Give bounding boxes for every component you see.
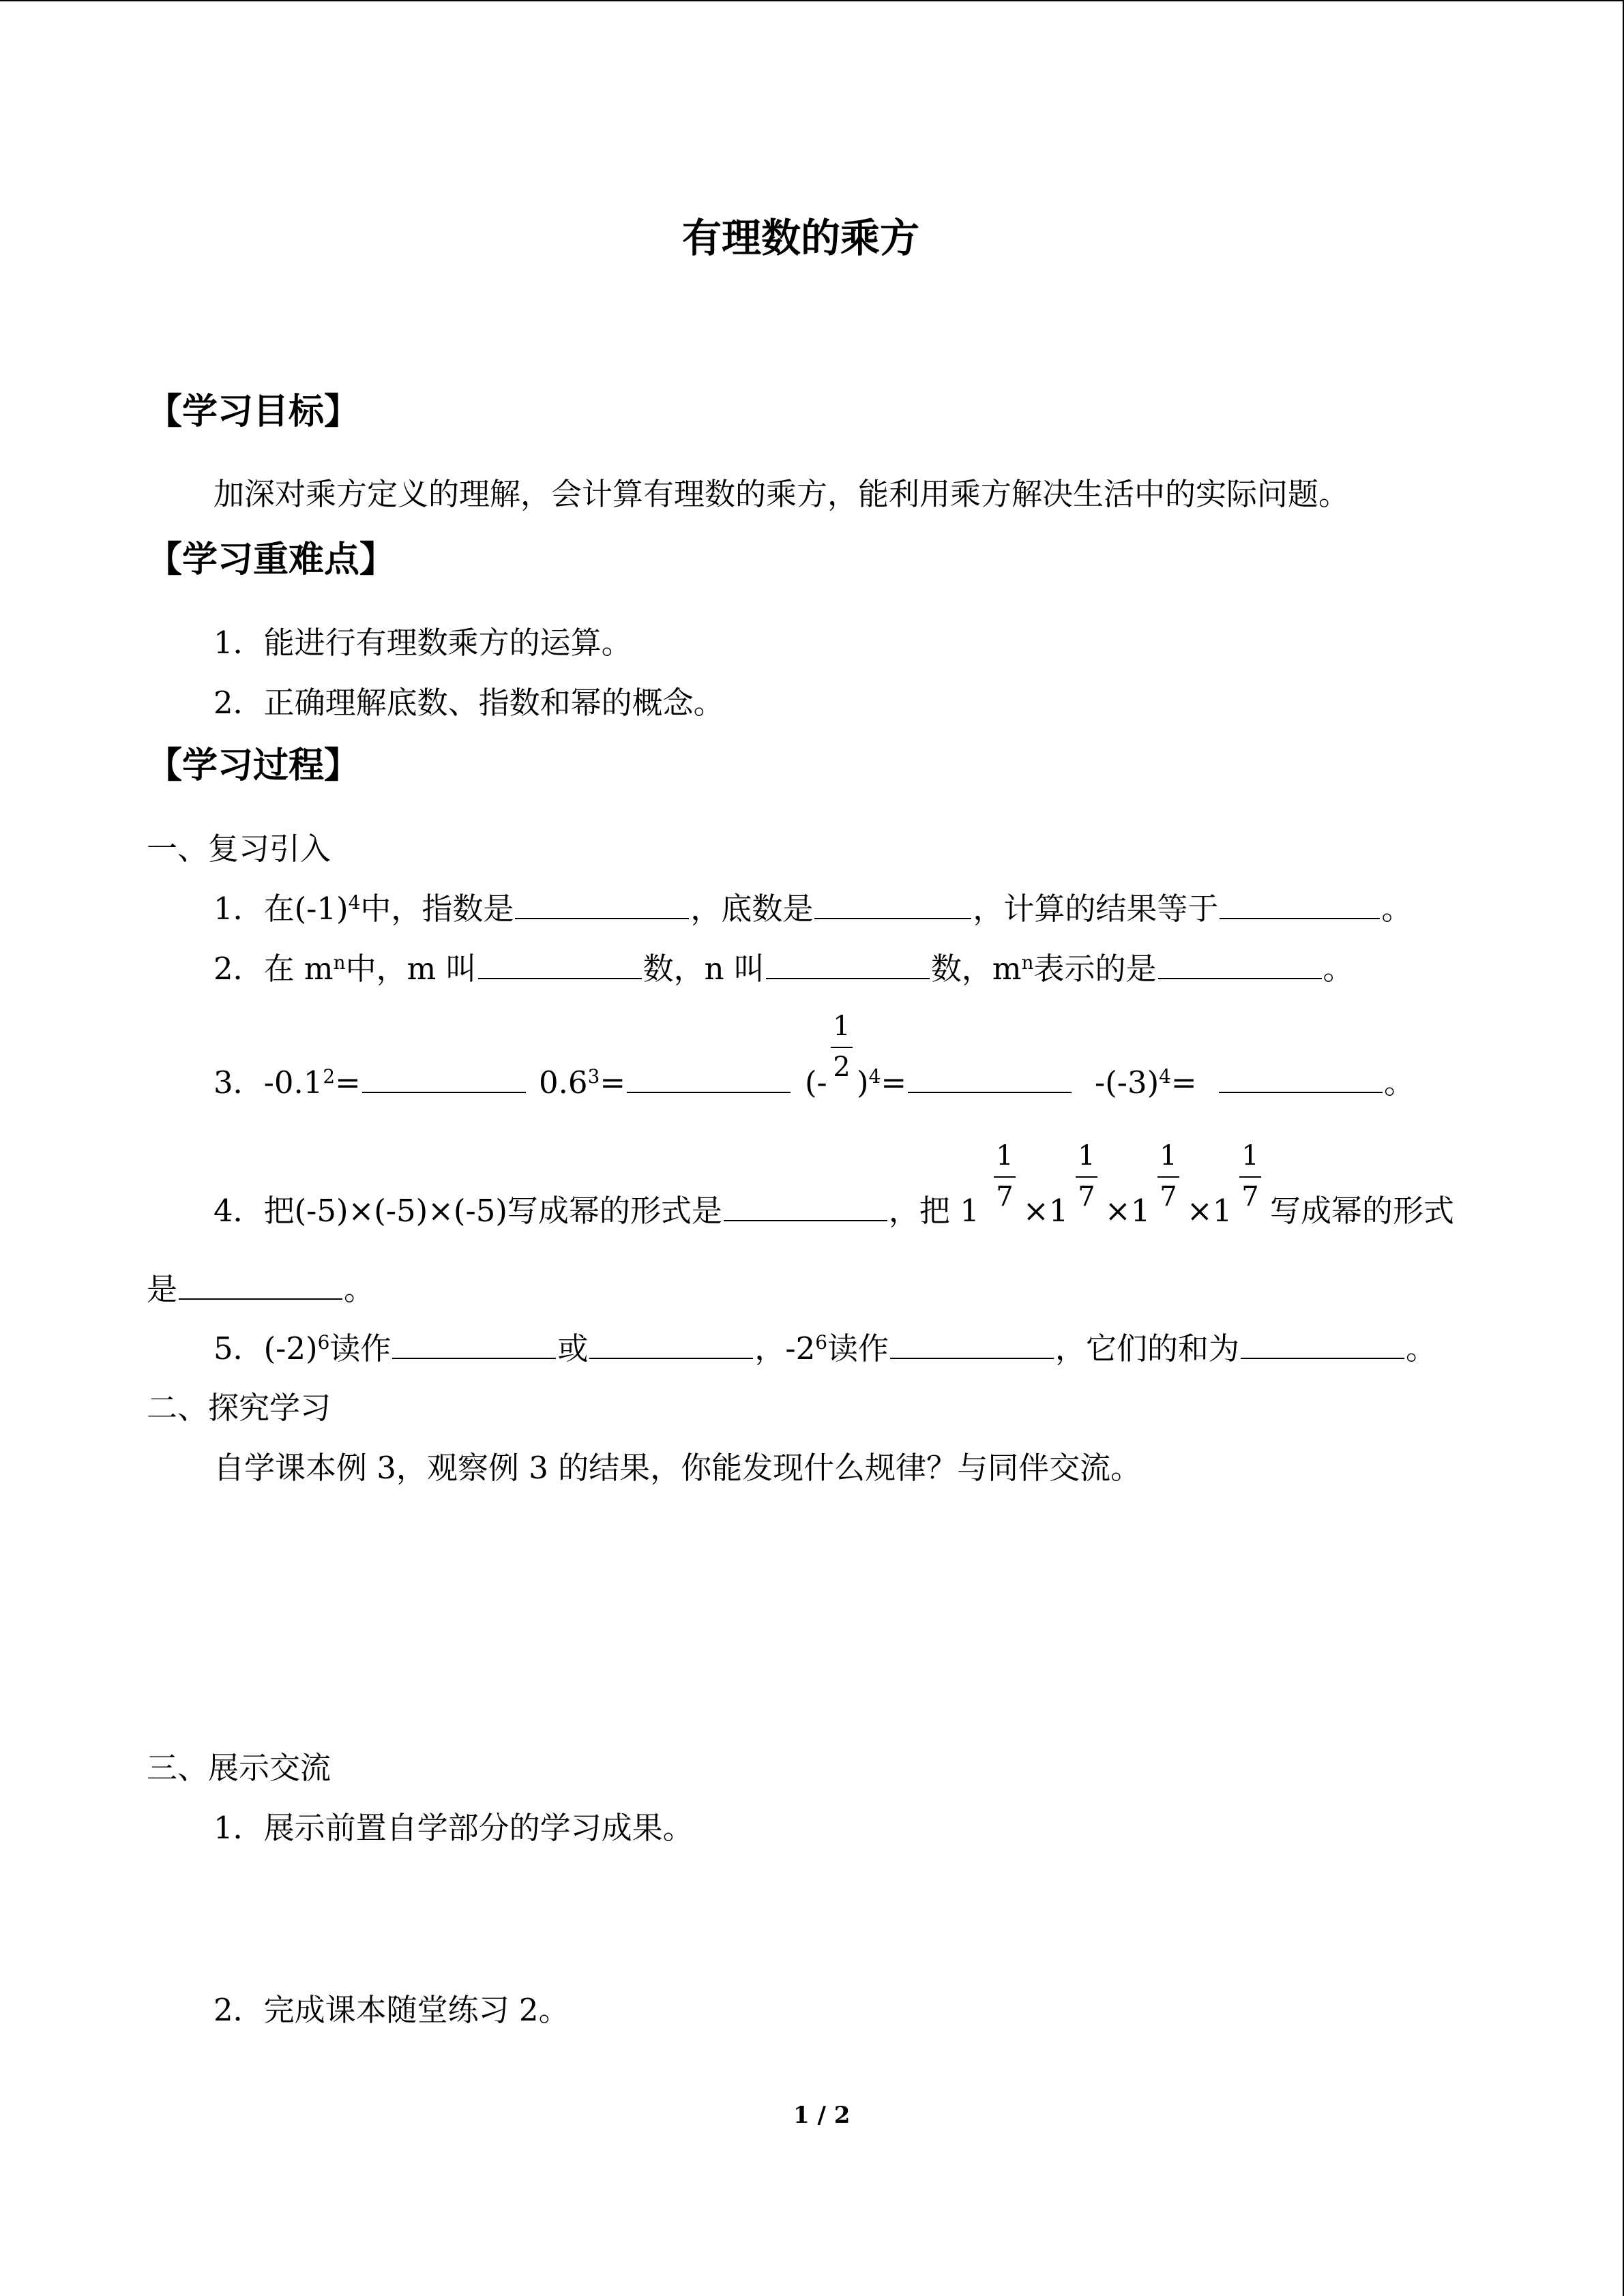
question-4-continued (147, 1271, 375, 1307)
q4-text-e: 。 (344, 1271, 375, 1307)
q3-exponent-2: 3 (587, 1064, 600, 1088)
section-objectives-heading: 【学习目标】 (147, 391, 360, 432)
q5-text-f: ，它们的和为 (1054, 1330, 1239, 1367)
q5-text-e: 读作 (827, 1330, 889, 1367)
q4-fraction-1-numerator: 1 (996, 1140, 1014, 1172)
part3-heading: 三、展示交流 (147, 1750, 331, 1786)
q2-text-e: 表示的是 (1033, 951, 1157, 987)
question-1 (213, 891, 1413, 927)
q1-text-e: 。 (1381, 891, 1413, 927)
q4-fraction-2-numerator: 1 (1078, 1140, 1095, 1172)
q4-fraction-4-numerator: 1 (1241, 1140, 1259, 1172)
q5-text-b: 读作 (329, 1330, 392, 1367)
q3-text-c: 0.6 (539, 1064, 588, 1101)
q3-text-f: ) (857, 1064, 869, 1101)
q2-text-c: 数，n 叫 (643, 951, 765, 987)
q4-fraction-1-denominator: 7 (996, 1181, 1014, 1212)
q3-text-a: 3．-0.1 (213, 1064, 323, 1101)
q2-exponent-2: n (1021, 951, 1034, 974)
q2-text-f: 。 (1323, 951, 1354, 987)
question-3-part-c-close (857, 1064, 1073, 1101)
q3-text-b: = (335, 1064, 361, 1101)
q3-blank-4[interactable] (1219, 1091, 1383, 1093)
section-keypoints-heading: 【学习重难点】 (147, 539, 396, 580)
q3-fraction-denominator: 2 (833, 1052, 851, 1083)
q4-text-b: ，把 1 (888, 1193, 979, 1229)
part3-item-2: 2．完成课本随堂练习 2。 (213, 1992, 570, 2028)
q1-text-b: 中，指数是 (360, 891, 514, 927)
q5-blank-3[interactable] (890, 1357, 1054, 1359)
q3-fraction-numerator: 1 (833, 1011, 851, 1042)
q4-fraction-2-denominator: 7 (1078, 1181, 1095, 1212)
q2-text-a: 2．在 m (213, 951, 334, 987)
q3-blank-2[interactable] (627, 1091, 791, 1093)
q3-exponent-4: 4 (1159, 1064, 1171, 1088)
q5-blank-4[interactable] (1241, 1357, 1404, 1359)
q4-blank-2[interactable] (179, 1298, 342, 1300)
q5-text-d: ，-2 (754, 1330, 816, 1367)
q3-text-j: 。 (1384, 1064, 1415, 1101)
q2-exponent-1: n (333, 951, 346, 974)
objectives-text: 加深对乘方定义的理解，会计算有理数的乘方，能利用乘方解决生活中的实际问题。 (213, 476, 1350, 512)
question-5 (213, 1330, 1437, 1367)
q3-exponent-1: 2 (323, 1064, 336, 1088)
q4-fraction-1-bar (994, 1176, 1016, 1178)
q3-blank-1[interactable] (362, 1091, 526, 1093)
q5-text-g: 。 (1406, 1330, 1437, 1367)
q1-text-a: 1．在(-1) (213, 891, 349, 927)
q4-times-2: ×1 (1105, 1193, 1151, 1229)
q2-blank-meaning[interactable] (1158, 977, 1322, 979)
page-title: 有理数的乘方 (682, 215, 920, 261)
part2-heading: 二、探究学习 (147, 1390, 331, 1426)
q5-text-a: 5．(-2) (213, 1330, 318, 1367)
part1-heading: 一、复习引入 (147, 831, 331, 867)
q3-fraction-half (828, 1013, 855, 1081)
q4-fraction-3 (1155, 1142, 1182, 1210)
question-3-part-d (1095, 1064, 1197, 1101)
q5-blank-1[interactable] (392, 1357, 556, 1359)
q4-fraction-3-bar (1157, 1176, 1179, 1178)
q4-fraction-2 (1073, 1142, 1100, 1210)
keypoint-item-2: 2．正确理解底数、指数和幂的概念。 (213, 685, 724, 721)
q4-fraction-1 (991, 1142, 1018, 1210)
q1-text-d: ，计算的结果等于 (973, 891, 1219, 927)
q4-fraction-4-bar (1239, 1176, 1261, 1178)
q4-text-c: 写成幂的形式 (1270, 1193, 1455, 1229)
q4-text-a: 4．把(-5)×(-5)×(-5)写成幂的形式是 (213, 1193, 722, 1229)
q1-exponent: 4 (348, 891, 361, 914)
q4-blank-1[interactable] (724, 1219, 887, 1221)
q3-exponent-3: 4 (868, 1064, 881, 1088)
q2-blank-m[interactable] (478, 977, 642, 979)
q4-fraction-3-numerator: 1 (1160, 1140, 1177, 1172)
part3-item-1: 1．展示前置自学部分的学习成果。 (213, 1810, 694, 1846)
q2-text-d: 数，m (930, 951, 1022, 987)
question-3-part-b (539, 1064, 792, 1101)
q2-text-b: 中，m 叫 (345, 951, 477, 987)
q5-text-c: 或 (557, 1330, 589, 1367)
q1-blank-exponent[interactable] (515, 917, 689, 919)
q4-text-d: 是 (147, 1271, 178, 1307)
q5-exponent-1: 6 (317, 1330, 330, 1354)
q3-blank-3[interactable] (908, 1091, 1072, 1093)
q3-text-d: = (600, 1064, 626, 1101)
q1-blank-result[interactable] (1220, 917, 1380, 919)
keypoint-item-1: 1．能进行有理数乘方的运算。 (213, 625, 632, 661)
question-3-part-a (213, 1064, 527, 1101)
q5-exponent-2: 6 (815, 1330, 827, 1354)
q3-text-g: = (881, 1064, 907, 1101)
q2-blank-n[interactable] (766, 977, 930, 979)
q5-blank-2[interactable] (589, 1357, 753, 1359)
question-3-part-e (1217, 1064, 1415, 1101)
q3-text-h: -(-3) (1095, 1064, 1160, 1101)
question-3-part-c-open: (- (805, 1064, 827, 1101)
q4-fraction-3-denominator: 7 (1160, 1181, 1177, 1212)
page-number: 1 / 2 (793, 2102, 851, 2129)
q4-fraction-4-denominator: 7 (1241, 1181, 1259, 1212)
question-4-main (213, 1193, 979, 1229)
q4-times-3: ×1 (1187, 1193, 1232, 1229)
q3-text-i: = (1170, 1064, 1197, 1101)
q4-fraction-4 (1237, 1142, 1264, 1210)
section-process-heading: 【学习过程】 (147, 745, 360, 786)
q4-times-1: ×1 (1023, 1193, 1069, 1229)
question-2 (213, 951, 1354, 987)
q1-blank-base[interactable] (814, 917, 971, 919)
q4-fraction-2-bar (1076, 1176, 1097, 1178)
q1-text-c: ，底数是 (690, 891, 814, 927)
q3-fraction-bar (831, 1047, 853, 1048)
part2-text: 自学课本例 3，观察例 3 的结果，你能发现什么规律？与同伴交流。 (213, 1450, 1142, 1486)
